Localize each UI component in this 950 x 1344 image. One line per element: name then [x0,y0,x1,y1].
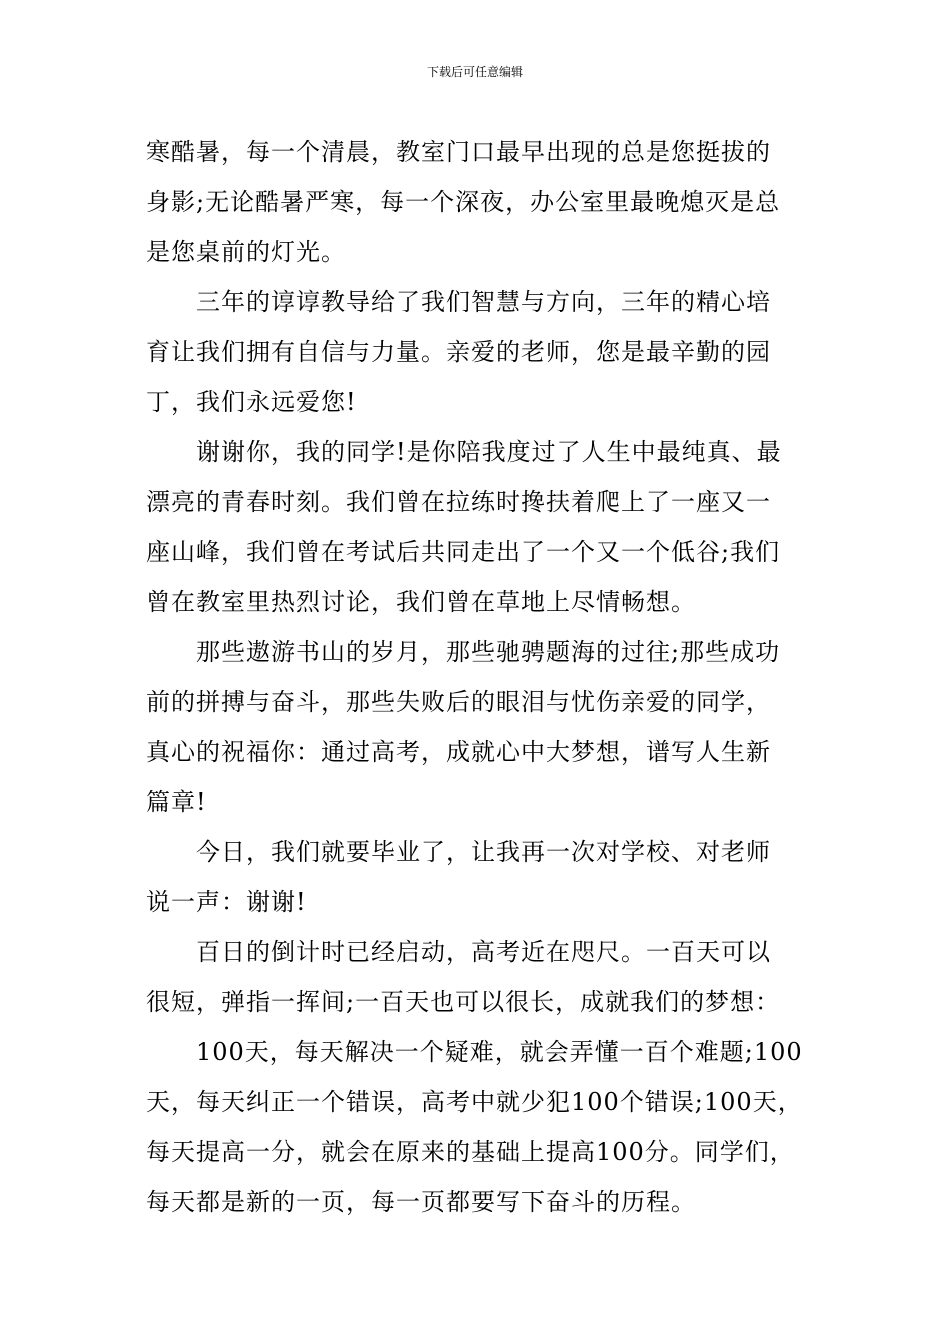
paragraph-first-line: 今日，我们就要毕业了，让我再一次对学校、对老师 [196,838,771,866]
text-line: 天，每天纠正一个错误，高考中就少犯100个错误;100天， [146,1088,803,1116]
document-body [146,127,808,1227]
text-line: 曾在教室里热烈讨论，我们曾在草地上尽情畅想。 [146,588,696,616]
paragraph-first-line: 谢谢你，我的同学!是你陪我度过了人生中最纯真、最 [196,438,782,466]
text-line: 漂亮的青春时刻。我们曾在拉练时搀扶着爬上了一座又一 [146,488,771,516]
text-line: 座山峰，我们曾在考试后共同走出了一个又一个低谷;我们 [146,538,781,566]
page-header: 下载后可任意编辑 [426,65,523,79]
text-line: 说一声：谢谢! [146,888,307,916]
paragraph-first-line: 百日的倒计时已经启动，高考近在咫尺。一百天可以 [196,938,771,966]
paragraph-first-line: 三年的谆谆教导给了我们智慧与方向，三年的精心培 [196,288,771,316]
text-line: 前的拼搏与奋斗，那些失败后的眼泪与忧伤亲爱的同学， [146,688,771,716]
text-line: 育让我们拥有自信与力量。亲爱的老师，您是最辛勤的园 [146,338,771,366]
text-line: 很短，弹指一挥间;一百天也可以很长，成就我们的梦想： [146,988,781,1016]
text-line: 真心的祝福你：通过高考，成就心中大梦想，谱写人生新 [146,738,771,766]
text-line: 每天提高一分，就会在原来的基础上提高100分。同学们， [146,1138,795,1166]
text-line: 丁，我们永远爱您! [146,388,357,416]
paragraph-first-line: 100天，每天解决一个疑难，就会弄懂一百个难题;100 [196,1038,803,1066]
paragraph-first-line: 那些遨游书山的岁月，那些驰骋题海的过往;那些成功 [196,638,781,666]
text-line: 是您桌前的灯光。 [146,238,346,266]
text-line: 每天都是新的一页，每一页都要写下奋斗的历程。 [146,1188,696,1216]
text-line: 寒酷暑，每一个清晨，教室门口最早出现的总是您挺拔的 [146,138,771,166]
text-line: 篇章! [146,788,207,816]
text-line: 身影;无论酷暑严寒，每一个深夜，办公室里最晚熄灭是总 [146,188,781,216]
